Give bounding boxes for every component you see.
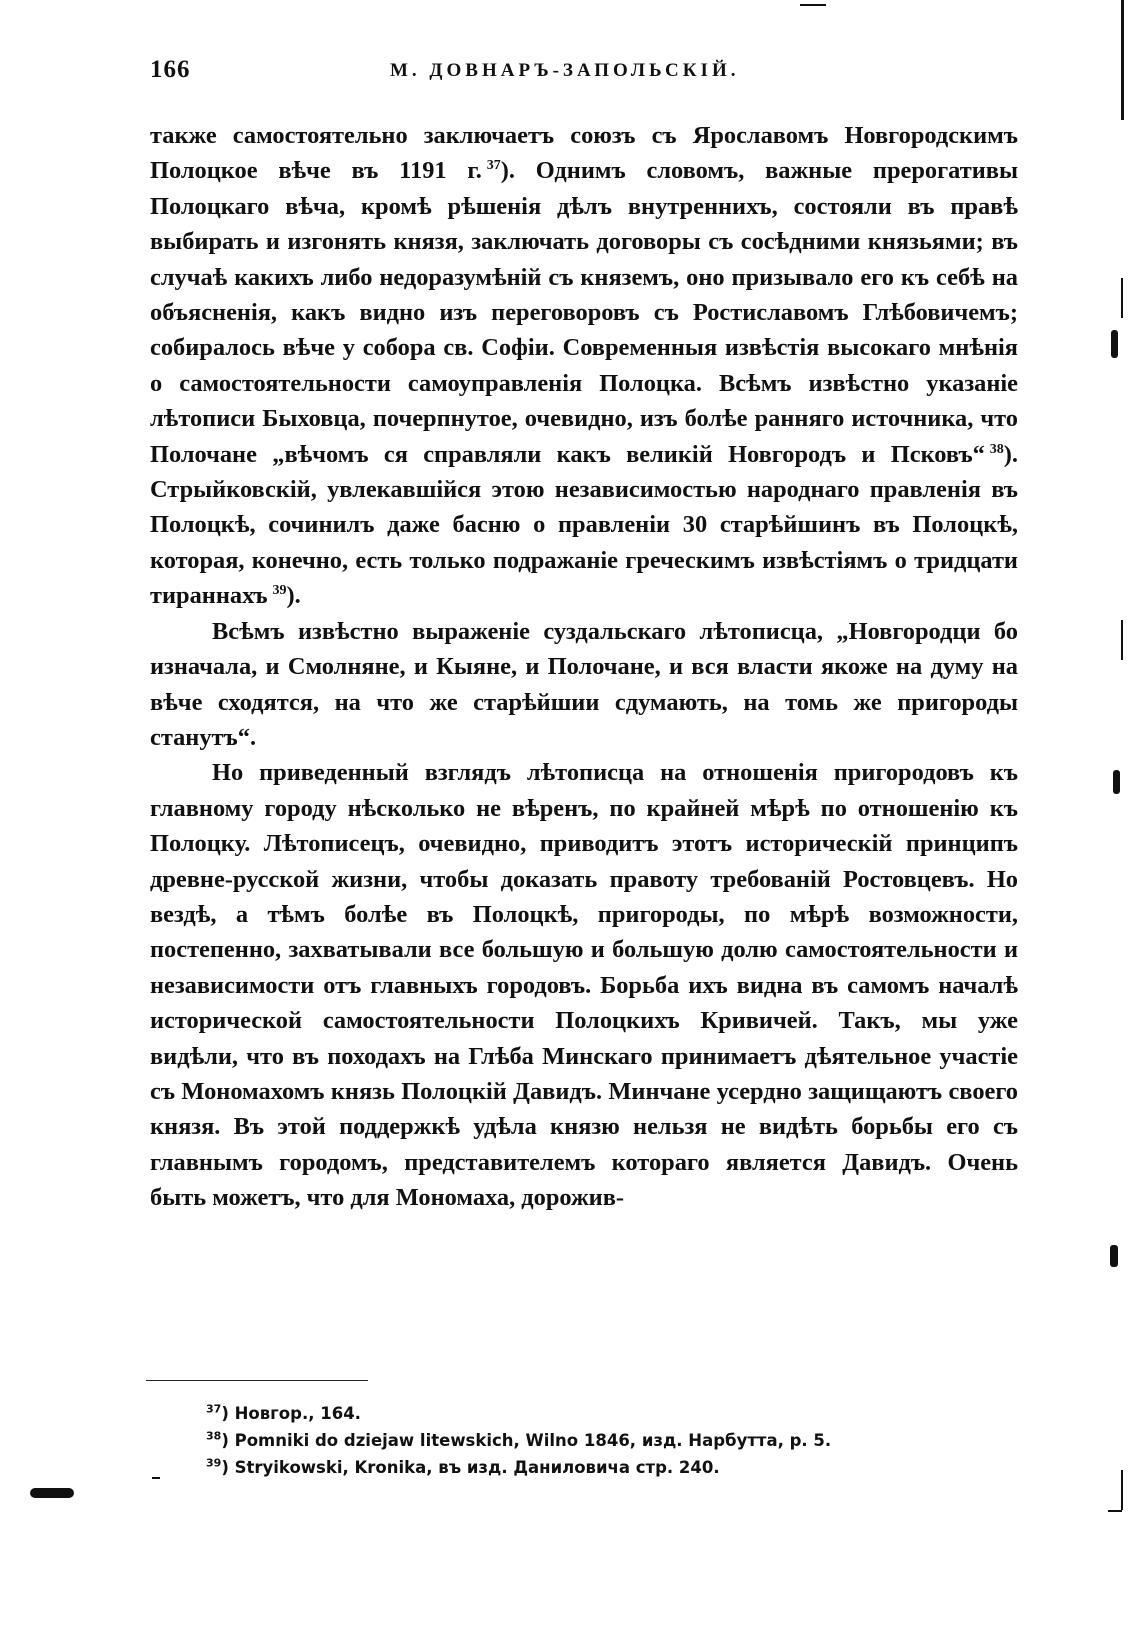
footnote-39: [206, 1454, 966, 1481]
scan-edge-tick: [1121, 620, 1123, 660]
footnote-ref-38: 38: [989, 441, 1004, 457]
footnotes: [206, 1400, 966, 1481]
footnote-mark: 38: [206, 1429, 222, 1443]
paragraph-1-part-b: ). Однимъ словомъ, важные прерогативы Полоцкаго вѣча, кромѣ рѣшенія дѣлъ внутреннихъ, состояли въ правѣ выбирать и изгонять князя, заключать договоры съ сосѣдними князьями; въ случаѣ какихъ либо недоразумѣній съ княземъ, оно призывало его къ себѣ на объясненія, какъ видно изъ переговоровъ съ Ростиславомъ Глѣбовичемъ; собиралось вѣче у собора св. Софіи. Современныя извѣстія высокаго мнѣнія о самостоятельности самоуправленія Полоцка. Всѣмъ извѣстно указаніе лѣтописи Быховца, почерпнутое, очевидно, изъ болѣе ранняго источника, что Полочане „вѣчомъ ся справляли какъ великій Новгородъ и Псковъ“: [150, 157, 1018, 468]
footnote-mark: 39: [206, 1456, 222, 1470]
page-header: [150, 56, 1020, 96]
footnote-mark: 37: [206, 1402, 222, 1416]
paragraph-2: Всѣмъ извѣстно выраженіе суздальскаго лѣтописца, „Новгородци бо изначала, и Смолняне, и Кыяне, и Полочане, и вся власти якоже на думу на вѣче сходятся, на что же старѣйшии сдумають, на томь же пригороды станутъ“.: [150, 617, 1018, 751]
footnote-text: ) Stryikowski, Kronika, въ изд. Даниловича стр. 240.: [221, 1458, 720, 1477]
scan-edge-blot: [1111, 330, 1118, 358]
footnote-divider: [146, 1380, 368, 1381]
footnote-text: ) Pomniki do dziejaw litewskich, Wilno 1846, изд. Нарбутта, p. 5.: [221, 1431, 832, 1450]
footnote-38: [206, 1427, 966, 1454]
footnote-text: ) Новгор., 164.: [221, 1404, 361, 1423]
scan-edge-blot: [1113, 770, 1120, 794]
scan-edge-blot: [1110, 1245, 1118, 1267]
footnote-37: [206, 1400, 966, 1427]
scan-edge-blot: [30, 1488, 74, 1498]
footnote-ref-39: 39: [272, 583, 287, 599]
main-text: [150, 118, 1018, 1216]
paragraph-1-part-d: ).: [286, 582, 301, 610]
paragraph-3: Но приведенный взглядъ лѣтописца на отношенія пригородовъ къ главному городу нѣсколько не вѣренъ, по крайней мѣрѣ по отношенію къ Полоцку. Лѣтописецъ, очевидно, приводитъ этотъ историческій принципъ древне-русской жизни, чтобы доказать правоту требованій Ростовцевъ. Но вездѣ, а тѣмъ болѣе въ Полоцкѣ, пригороды, по мѣрѣ возможности, постепенно, захватывали все большую и большую долю самостоятельности и независимости отъ главныхъ городовъ. Борьба ихъ видна въ самомъ началѣ исторической самостоятельности Полоцкихъ Кривичей. Такъ, мы уже видѣли, что въ походахъ на Глѣба Минскаго принимаетъ дѣятельное участіе съ Мономахомъ князь Полоцкій Давидъ. Минчане усердно защищаютъ своего князя. Въ этой поддержкѣ удѣла князю нельзя не видѣть борьбы его съ главнымъ городомъ, представителемъ котораго является Давидъ. Очень быть можетъ, что для Мономаха, дорожив-: [150, 759, 1018, 1212]
paragraph-1-part-c: ). Стрыйковскій, увлекавшійся этою независимостью народнаго правленія въ Полоцкѣ, сочинилъ даже басню о правленіи 30 старѣйшинъ въ Полоцкѣ, которая, конечно, есть только подражаніе греческимъ извѣстіямъ о тридцати тираннахъ: [150, 440, 1018, 610]
scan-edge-tick: [1121, 1470, 1123, 1510]
paragraph-1: [150, 118, 1018, 614]
footnote-ref-37: 37: [486, 158, 501, 174]
paragraph-1-part-a: также самостоятельно заключаетъ союзъ съ Ярославомъ Новгородскимъ Полоцкое вѣче въ 1191 г.: [150, 122, 1018, 185]
page-number: 166: [150, 56, 191, 83]
running-title: М. ДОВНАРЪ-ЗАПОЛЬСКІЙ.: [390, 60, 740, 81]
scan-edge-tick: [1108, 1510, 1122, 1512]
scan-edge-tick: [800, 4, 826, 6]
scan-edge-line: [1121, 0, 1124, 120]
scan-edge-tick: [152, 1477, 160, 1479]
scan-edge-tick: [1121, 278, 1123, 318]
